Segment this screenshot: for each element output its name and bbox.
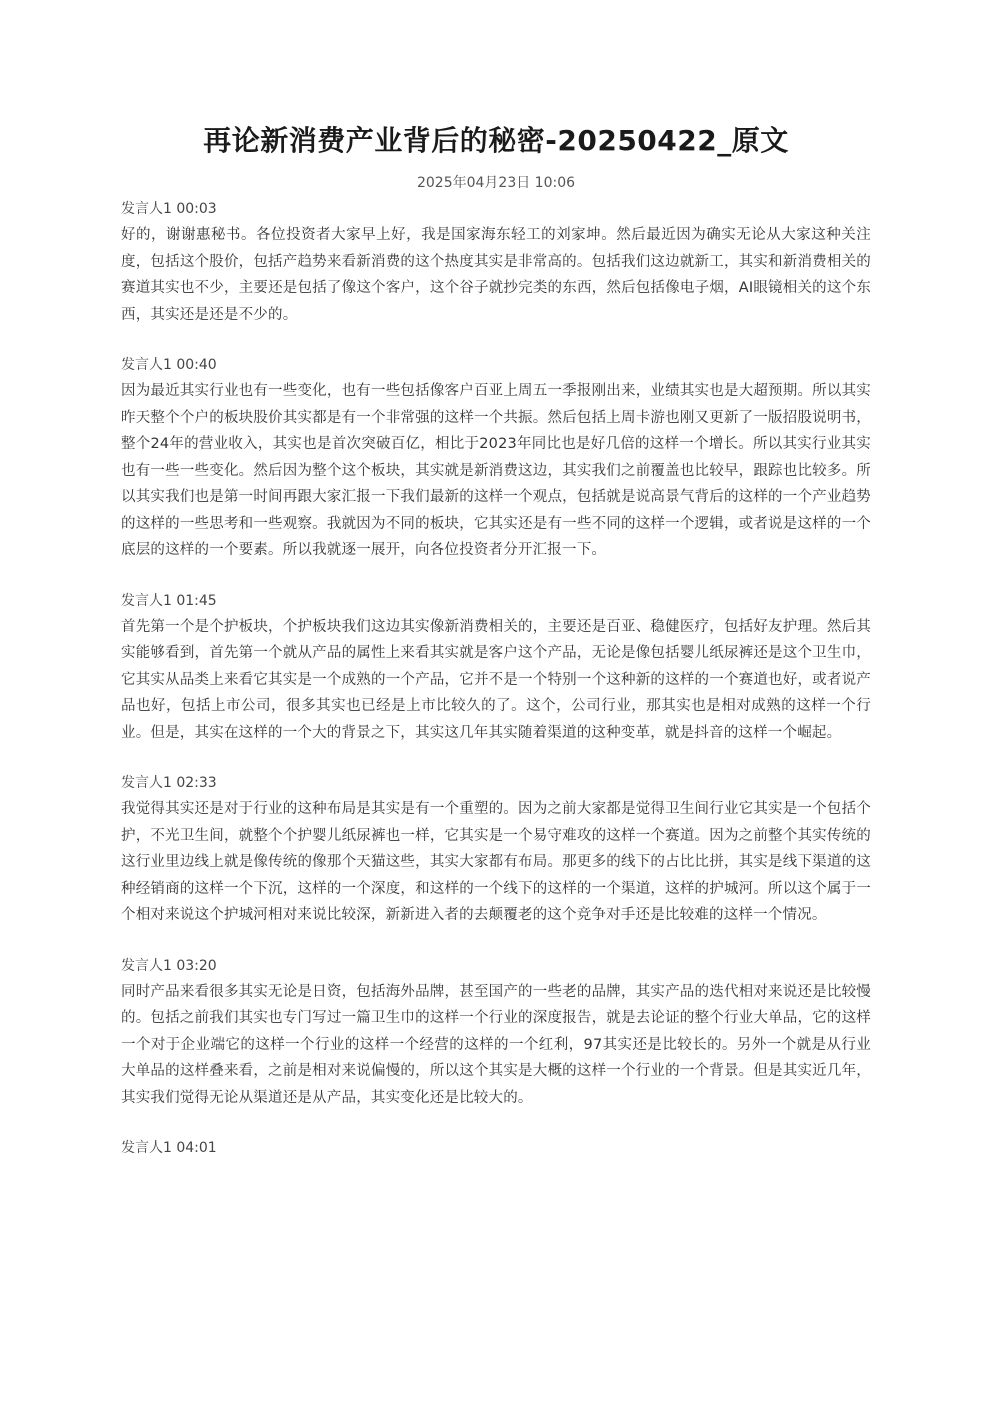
document-date: 2025年04月23日 10:06 <box>416 175 576 191</box>
transcript-segment <box>121 591 871 747</box>
transcript-segment <box>121 1138 871 1159</box>
transcript-segment <box>121 199 871 328</box>
segment-text: 好的，谢谢惠秘书。各位投资者大家早上好，我是国家海东轻工的刘家坤。然后最近因为确实无论从大家这种关注度，包括这个股价，包括产趋势来看新消费的这个热度其实是非常高的。包括我们这边就新工，其实和新消费相关的赛道其实也不少，主要还是包括了像这个客户，这个谷子就抄完类的东西，然后包括像电子烟，AI眼镜相关的这个东西，其实还是还是不少的。 <box>121 227 871 323</box>
segment-text: 首先第一个是个护板块，个护板块我们这边其实像新消费相关的，主要还是百亚、稳健医疗，包括好友护理。然后其实能够看到，首先第一个就从产品的属性上来看其实就是客户这个产品，无论是像包括婴儿纸尿裤还是这个卫生巾，它其实从品类上来看它其实是一个成熟的一个产品，它并不是一个特别一个这种新的这样的一个赛道也好，或者说产品也好，包括上市公司，很多其实也已经是上市比较久的了。这个，公司行业，那其实也是相对成熟的这样一个行业。但是，其实在这样的一个大的背景之下，其实这几年其实随着渠道的这种变革，就是抖音的这样一个崛起。 <box>121 618 871 741</box>
transcript-segment <box>121 355 871 564</box>
document-title: 再论新消费产业背后的秘密-20250422_原文 <box>203 124 789 157</box>
segment-text: 我觉得其实还是对于行业的这种布局是其实是有一个重塑的。因为之前大家都是觉得卫生间行业它其实是一个包括个护，不光卫生间，就整个个护婴儿纸尿裤也一样，它其实是一个易守难攻的这样一个赛道。因为之前整个其实传统的这行业里边线上就是像传统的像那个天猫这些，其实大家都有布局。那更多的线下的占比比拼，其实是线下渠道的这种经销商的这样一个下沉，这样的一个深度，和这样的一个线下的这样的一个渠道，这样的护城河。所以这个属于一个相对来说这个护城河相对来说比较深，新新进入者的去颠覆老的这个竞争对手还是比较难的这样一个情况。 <box>121 801 871 923</box>
speaker-timestamp: 发言人1 04:01 <box>121 1140 217 1156</box>
transcript-segment <box>121 773 871 929</box>
transcript-body <box>121 199 871 1186</box>
speaker-timestamp: 发言人1 00:03 <box>121 201 217 217</box>
segment-text: 因为最近其实行业也有一些变化，也有一些包括像客户百亚上周五一季报刚出来，业绩其实也是大超预期。所以其实昨天整个个户的板块股价其实都是有一个非常强的这样一个共振。然后包括上周卡游也刚又更新了一版招股说明书，整个24年的营业收入，其实也是首次突破百亿，相比于2023年同比也是好几倍的这样一个增长。所以其实行业其实也有一些一些变化。然后因为整个这个板块，其实就是新消费这边，其实我们之前覆盖也比较早，跟踪也比较多。所以其实我们也是第一时间再跟大家汇报一下我们最新的这样一个观点，包括就是说高景气背后的这样的一个产业趋势的这样的一些思考和一些观察。我就因为不同的板块，它其实还是有一些不同的这样一个逻辑，或者说是这样的一个底层的这样的一个要素。所以我就逐一展开，向各位投资者分开汇报一下。 <box>121 383 871 558</box>
speaker-timestamp: 发言人1 03:20 <box>121 957 217 974</box>
speaker-timestamp: 发言人1 01:45 <box>121 592 217 609</box>
speaker-timestamp: 发言人1 00:40 <box>121 357 217 373</box>
speaker-timestamp: 发言人1 02:33 <box>121 775 217 791</box>
transcript-segment <box>121 956 871 1112</box>
segment-text: 同时产品来看很多其实无论是日资，包括海外品牌，甚至国产的一些老的品牌，其实产品的迭代相对来说还是比较慢的。包括之前我们其实也专门写过一篇卫生巾的这样一个行业的深度报告，就是去论证的整个行业大单品，它的这样一个对于企业端它的这样一个行业的这样一个经营的这样的一个红利，97其实还是比较长的。另外一个就是从行业大单品的这样叠来看，之前是相对来说偏慢的，所以这个其实是大概的这样一个行业的一个背景。但是其实近几年，其实我们觉得无论从渠道还是从产品，其实变化还是比较大的。 <box>121 983 871 1106</box>
